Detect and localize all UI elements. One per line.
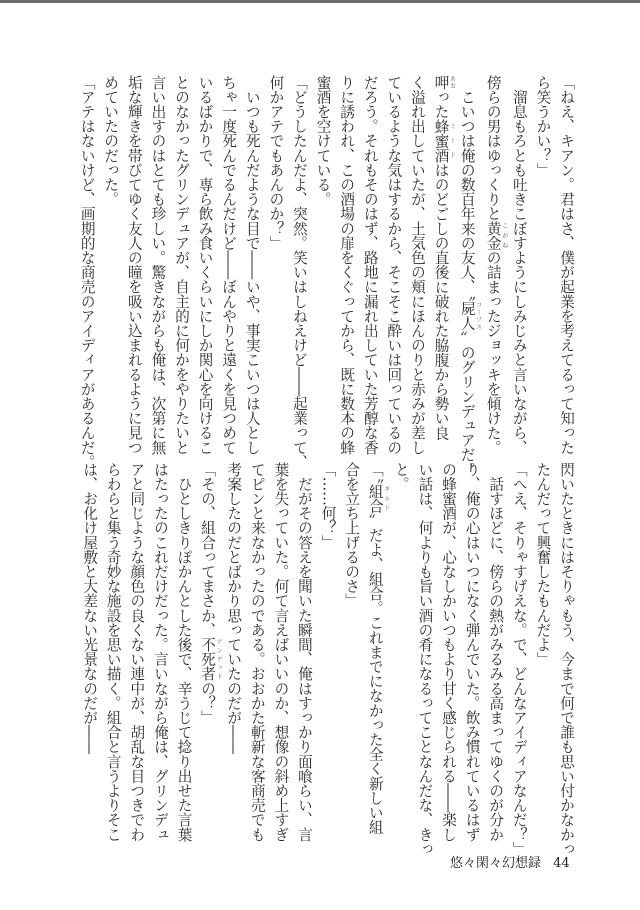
ruby-reading: アンデッド	[215, 637, 223, 682]
text-segment: り、俺の心はいつになく弾んでいた。飲み慣れているはず	[463, 462, 481, 842]
text-column	[196, 462, 222, 834]
text-column	[287, 75, 311, 470]
text-segment: はたったのこれだけだった。言いながら俺は、グリンデュ	[151, 462, 169, 842]
text-segment: 傍らの男はゆっくりと	[484, 75, 502, 221]
text-column	[146, 75, 170, 455]
text-column	[311, 75, 335, 447]
text-segment: 〟だよ、組合。これまでになかった全く新しい組	[366, 513, 384, 835]
text-column	[436, 462, 460, 842]
text-segment: 溜息もろとも吐きこぼすようにしみじみと言いながら、	[510, 75, 528, 455]
ruby-word	[432, 118, 456, 163]
text-column	[245, 462, 269, 842]
text-segment: ているような気はするから、そこそこ酔いは回っているの	[385, 75, 403, 455]
ruby-reading: ミード	[448, 118, 456, 163]
text-segment: った	[432, 89, 450, 119]
text-segment: りに誘われ、この酒場の扉をくぐってから、既に数本の蜂	[338, 75, 356, 455]
ruby-base: 不死者	[199, 637, 217, 682]
ruby-word	[484, 221, 508, 251]
text-segment: 〟のグリンデュアだ。	[458, 330, 476, 477]
text-column	[531, 462, 555, 834]
text-column	[484, 462, 508, 842]
text-segment: 「その、組合ってまさか、	[199, 462, 217, 638]
text-segment: ひとしきりぽかんとした後で、辛うじて捻り出せた言葉	[175, 462, 193, 842]
text-segment: 「ねえ、キアン。君はさ、僕が起業を考えてるって知った	[558, 75, 575, 455]
text-column	[554, 462, 578, 857]
text-segment: たんだって興奮したもんだよ」	[534, 462, 552, 667]
ruby-reading: あお	[448, 75, 456, 90]
text-column	[460, 462, 484, 842]
text-segment: 「……何？」	[319, 462, 337, 550]
text-segment: 「へえ、そりゃすげえな。で、どんなアイディアなんだ？」	[510, 462, 528, 857]
ruby-word	[199, 637, 223, 682]
text-segment: とのなかったグリンデュアが、自主的に何かをやりたいと	[173, 75, 190, 455]
text-segment: 閃いたときにはそりゃもう、今まで何で誰も思い付かなかっ	[558, 462, 575, 857]
text-column	[78, 462, 102, 834]
text-segment: らわらと集う奇妙な施設を思い描く。組合と言うよりそこ	[104, 462, 122, 842]
text-column	[507, 462, 531, 857]
text-segment: ちゃ一度死んでるんだけど――ぼんやりと遠くを見つめて	[220, 75, 238, 455]
text-column	[455, 75, 482, 477]
text-column	[363, 462, 389, 834]
text-segment: だがその答えを聞いた瞬間、俺はすっかり面喰らい、言	[295, 462, 313, 842]
text-segment: 「アテはないけど、画期的な商売のアイディアがあるんだ。	[78, 75, 96, 470]
text-segment: の蜂蜜酒が、心なしかいつもより甘く感じられる――楽し	[440, 462, 458, 842]
ruby-base: 組合	[366, 483, 384, 514]
text-column	[99, 75, 123, 447]
text-segment: アと同じような顔色の良くない連中が、胡乱な目つきでわ	[128, 462, 146, 842]
text-column	[148, 462, 172, 842]
text-column	[413, 462, 437, 857]
text-segment: い話は、何よりも旨い酒の肴になるってことなんだな、きっ	[416, 462, 434, 857]
ruby-base: 蜂蜜酒	[432, 118, 450, 163]
text-segment: ら笑うかい？」	[534, 75, 552, 178]
text-segment: いつも死んだような目で――いや、事実こいつは人とし	[243, 75, 261, 455]
text-segment: と。	[392, 462, 410, 492]
text-column	[75, 75, 99, 470]
text-column	[389, 462, 413, 834]
text-segment: 垢な輝きを帯びてゆく友人の瞳を吸い込まれるように見つ	[125, 75, 143, 455]
text-segment: 蜜酒を空けている。	[314, 75, 332, 207]
text-column	[405, 75, 429, 455]
text-column	[507, 75, 531, 455]
text-column	[101, 462, 125, 842]
ruby-reading: コープス	[474, 301, 482, 331]
text-segment: 何かアテでもあんのか？」	[267, 75, 285, 251]
text-segment: 考案したのだとばかり思っていたのだが――	[225, 462, 243, 754]
text-segment: の？」	[199, 681, 217, 725]
text-segment: 話すほどに、傍らの熱がみるみる高まってゆくのが分か	[487, 462, 505, 842]
text-column	[531, 75, 555, 447]
text-column	[316, 462, 340, 834]
text-segment: は、お化け屋敷と大差ない光景なのだが――	[81, 462, 99, 754]
text-column	[429, 75, 455, 447]
text-segment: 「どうしたんだよ、突然。笑いはしねえけど――起業って、	[290, 75, 308, 470]
ruby-reading: こがね	[500, 221, 508, 251]
ruby-base: 呷	[432, 75, 450, 90]
text-segment: 葉を失っていた。何て言えばいいのか、想像の斜め上すぎ	[272, 462, 290, 842]
page-number: 44	[553, 856, 570, 871]
text-column	[222, 462, 246, 834]
ruby-reading: ギルド	[382, 483, 390, 514]
text-segment: の詰まったジョッキを傾けた。	[484, 250, 502, 455]
ruby-word	[458, 301, 482, 331]
text-column	[240, 75, 264, 455]
text-column	[169, 75, 193, 455]
page-top-border	[0, 0, 640, 3]
text-column	[125, 462, 149, 842]
text-column	[122, 75, 146, 455]
upper-text-block	[75, 75, 578, 477]
ruby-base: 黄金	[484, 221, 502, 251]
text-column	[382, 75, 406, 455]
text-column	[217, 75, 241, 455]
ruby-word	[432, 75, 456, 90]
text-column	[340, 462, 364, 834]
text-segment: こいつは俺の数百年来の友人、〝	[458, 75, 476, 302]
page-footer	[450, 852, 578, 871]
text-segment: く溢れ出していたが、土気色の頬にほんのりと赤みが差し	[408, 75, 426, 455]
text-column	[335, 75, 359, 455]
text-segment: はのどごしの直後に破れた脇腹から勢い良	[432, 162, 450, 441]
text-column	[172, 462, 196, 842]
text-column	[269, 462, 293, 842]
text-column	[193, 75, 217, 455]
text-segment: だろう。それもそのはず、路地に漏れ出していた芳醇な香	[361, 75, 379, 455]
lower-text-block	[78, 462, 578, 857]
text-column	[292, 462, 316, 842]
text-column	[358, 75, 382, 455]
text-column	[554, 75, 578, 455]
text-segment: めていたのだった。	[102, 75, 120, 207]
book-title: 悠々閑々幻想録	[450, 856, 542, 871]
text-segment: 合を立ち上げるのさ」	[343, 462, 361, 608]
text-segment: 「〝	[366, 462, 384, 484]
text-segment: 言い出すのはとても珍しい。驚きながらも俺は、次第に無	[149, 75, 167, 455]
text-segment: いるばかりで、専ら飲み食いくらいにしか関心を向けるこ	[196, 75, 214, 455]
ruby-word	[366, 483, 390, 514]
text-segment: てピンと来なかったのである。おおかた斬新な客商売でも	[248, 462, 266, 842]
text-column	[264, 75, 288, 447]
text-column	[481, 75, 508, 455]
ruby-base: 屍人	[458, 301, 476, 331]
